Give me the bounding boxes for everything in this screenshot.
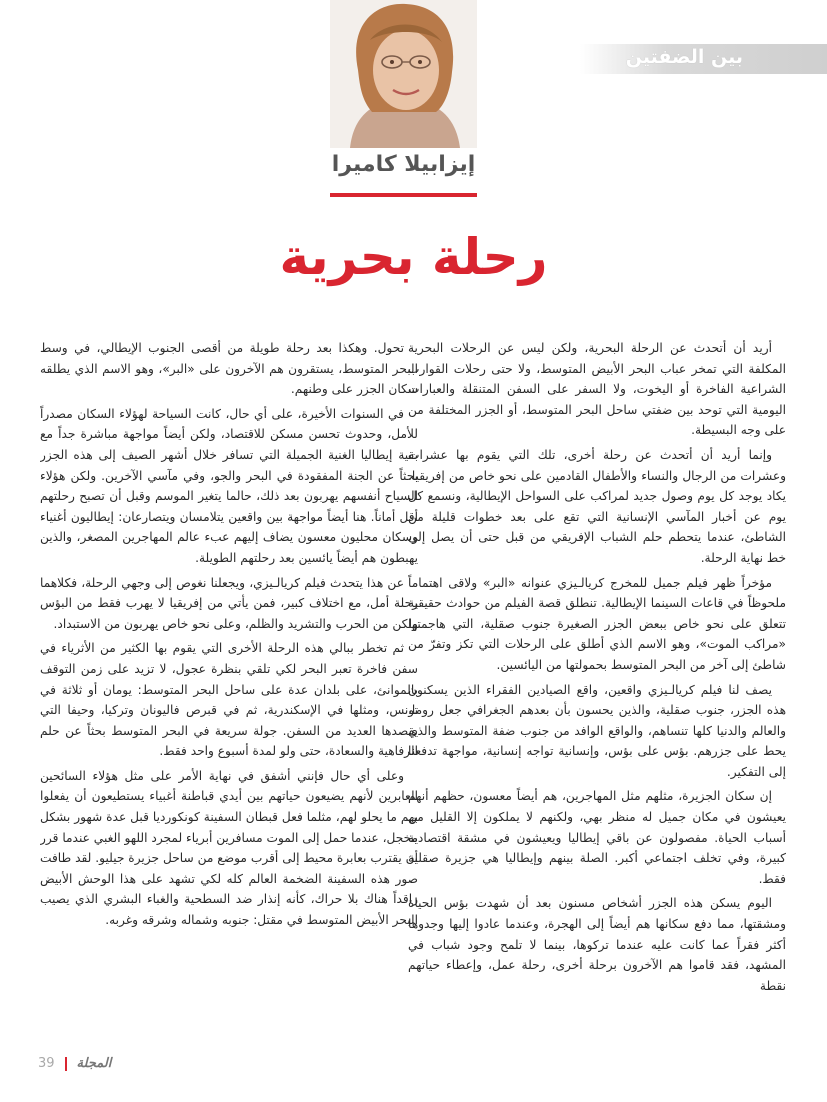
author-divider xyxy=(330,193,477,197)
paragraph: وعلى أي حال فإنني أشفق في نهاية الأمر على مثل هؤلاء السائحين العابرين لأنهم يضيعون حياتهم بين أيدي قباطنة أغبياء يستطيعون أن يفعلوا بهم ما يحلو لهم، مثلما فعل قبطان السفينة كونكورديا قبل عدة شهور بشكل مخجل، عندما حمل إلى الموت مسافرين أبرياء لمجرد اللهو الغبي عندما قرر أن يقترب بعابرة محيط إلى أقرب موضع من ساحل جزيرة جيليو. لقد طافت صور هذه السفينة الضخمة العالم كله لكي تشهد على هذا الوحش الأبيض راقداً هناك بلا حراك، كأنه إنذار ضد السطحية والغباء البشري الذي يصيب البحر الأبيض المتوسط في مقتل: جنوبه وشماله وشرقه وغربه. xyxy=(40,768,418,928)
paragraph: في السنوات الأخيرة، على أي حال، كانت السياحة لهؤلاء السكان مصدراً للأمل، وحدوث تحسن مسكن للاقتصاد، ولكن أيضاً مواجهة مباشرة جداً مع بقية إيطاليا الغنية الجميلة التي تسافر خلال أشهر الصيف إلى هذه الجزر بحثاً عن الجنة المفقودة في البحر والجو، وفي مآسي الآخرين. ولكن هؤلاء السياح أنفسهم يهربون بعد ذلك، حالما يتغير الموسم وقبل أن تصبح رحلتهم أقل أماناً. هنا أيضاً مواجهة بين واقعين يتلامسان ويتصارعان: إيطاليون أغنياء وسكان محليون معسون يضاف إليهم عبء عالم المهاجرين المصغر، والذين يهبطون هم أيضاً يائسين بعد رحلتهم الطويلة. xyxy=(40,406,418,565)
paragraph: اليوم يسكن هذه الجزر أشخاص مسنون بعد أن شهدت بؤس الحياة ومشقتها، مما دفع سكانها هم أيضاً إلى الهجرة، وعندما عادوا إليها وجدوها أكثر فقراً عما كانت عليه عندما تركوها، بينما لا تلمح وجود شباب في المشهد، فقد قاموا هم الآخرون برحلة أخرى، رحلة عمل، وإعطاء حياتهم نقطة xyxy=(408,896,786,993)
paragraph: أريد أن أتحدث عن الرحلة البحرية، ولكن ليس عن الرحلات البحرية المكلفة التي تمخر عباب البحر الأبيض المتوسط، ولا حتى رحلات القوارب الشراعية الفاخرة أو اليخوت، ولا السفر على السفن المتنقلة والعبارات اليومية التي توحد بين ضفتي ساحل البحر المتوسط، أو الجزر المختلفة من على وجه البسيطة. xyxy=(408,341,786,438)
paragraph: مؤخراً ظهر فيلم جميل للمخرج كريالـيزي عنوانه «البر» ولاقى اهتماماً ملحوظاً في قاعات السينما الإيطالية. تنطلق قصة الفيلم من حوادث حقيقية تتعلق على نحو خاص ببعض الجزر الصغيرة جنوب صقلية، التي هاجمتها «مراكب الموت»، وهو الاسم الذي أطلق على الرحلات التي تكز وتفرّ من شاطئ إلى آخر من البحر المتوسط بحمولتها من اليائسين. xyxy=(408,575,786,672)
publication-name: المجلة xyxy=(76,1056,112,1071)
paragraph: يصف لنا فيلم كريالـيزي واقعين، واقع الصيادين الفقراء الذين يسكنون هذه الجزر، جنوب صقلية، والذين يحسون بأن بعدهم الجغرافي جعل روما، والعالم والدنيا كلها تنساهم، والواقع الوافد من جنوب ضفة المتوسط والذي يحط على جزرهم. بؤس على بؤس، وإنسانية تواجه إنسانية، مواجهة تدفعنا إلى التفكير. xyxy=(408,682,786,779)
paragraph: عن هذا يتحدث فيلم كريالـيزي، ويجعلنا نغوص إلى وجهي الرحلة، فكلاهما رحلة أمل، مع اختلاف كبير، فمن يأتي من إفريقيا لا يهرب فقط من البؤس ولكن من الحرب والتشريد والظلم، وعلى نحو خاص يهربون من الاستبداد. xyxy=(40,575,418,631)
article-title: رحلة بحرية xyxy=(279,228,548,286)
author-portrait-graphic xyxy=(330,0,477,148)
paragraph: إن سكان الجزيرة، مثلهم مثل المهاجرين، هم أيضاً معسون، حظهم أنهم يعيشون في مكان جميل له منظر بهي، ولكنهم لا يملكون إلا القليل من أسباب الحياة. مفصولون عن باقي إيطاليا ويعيشون في مشقة اقتصادية كبيرة، وفي تخلف اجتماعي أكبر. الصلة بينهم وإيطاليا هي جزيرة صقلية فقط. xyxy=(408,789,786,886)
author-name: إيزابيلا كاميرا xyxy=(331,152,476,177)
footer-divider xyxy=(65,1057,67,1071)
page-number: 39 xyxy=(38,1056,55,1071)
paragraph: وإنما أريد أن أتحدث عن رحلة أخرى، تلك التي يقوم بها عشرات وعشرات من الرجال والنساء والأطفال القادمين على نحو خاص من إفريقيا. يكاد يوجد كل يوم وصول جديد لمراكب على السواحل الإيطالية، ونسمع كل يوم عن أخبار المآسي الإنسانية التي تقع على بعد خطوات قليلة من الشاطئ، عندما يتحطم حلم الشباب الإفريقي من قبل حتى أن يصل إلى خط نهاية الرحلة. xyxy=(408,447,786,565)
paragraph: ثم تخطر ببالي هذه الرحلة الأخرى التي يقوم بها الكثير من الأثرياء في سفن فاخرة تعبر البحر لكي تلقي بنظرة عجول، لا تزيد على زمن التوقف بالموانئ، على بلدان عدة على ساحل البحر المتوسط: يومان أو ثلاثة في تونس، ومثلها في الإسكندرية، ثم في قبرص فاليونان وتركيا، وحيفا التي يقصدها العديد من السفن. جولة سريعة في البحر المتوسط بحثاً عن حلم الرفاهية والسعادة، حتى ولو لمدة أسبوع واحد فقط. xyxy=(40,641,418,759)
page-footer xyxy=(38,1056,111,1071)
article-column-right xyxy=(408,338,786,1038)
author-photo xyxy=(330,0,477,148)
paragraph: تحول. وهكذا بعد رحلة طويلة من أقصى الجنوب الإيطالي، في وسط البحر المتوسط، يستقرون هم الآخرون على «البر»، وهو الاسم الذي يطلقه سكان الجزر على وطنهم. xyxy=(40,341,418,397)
article-column-left xyxy=(40,338,418,1038)
section-label: بين الضفتين xyxy=(625,46,743,68)
